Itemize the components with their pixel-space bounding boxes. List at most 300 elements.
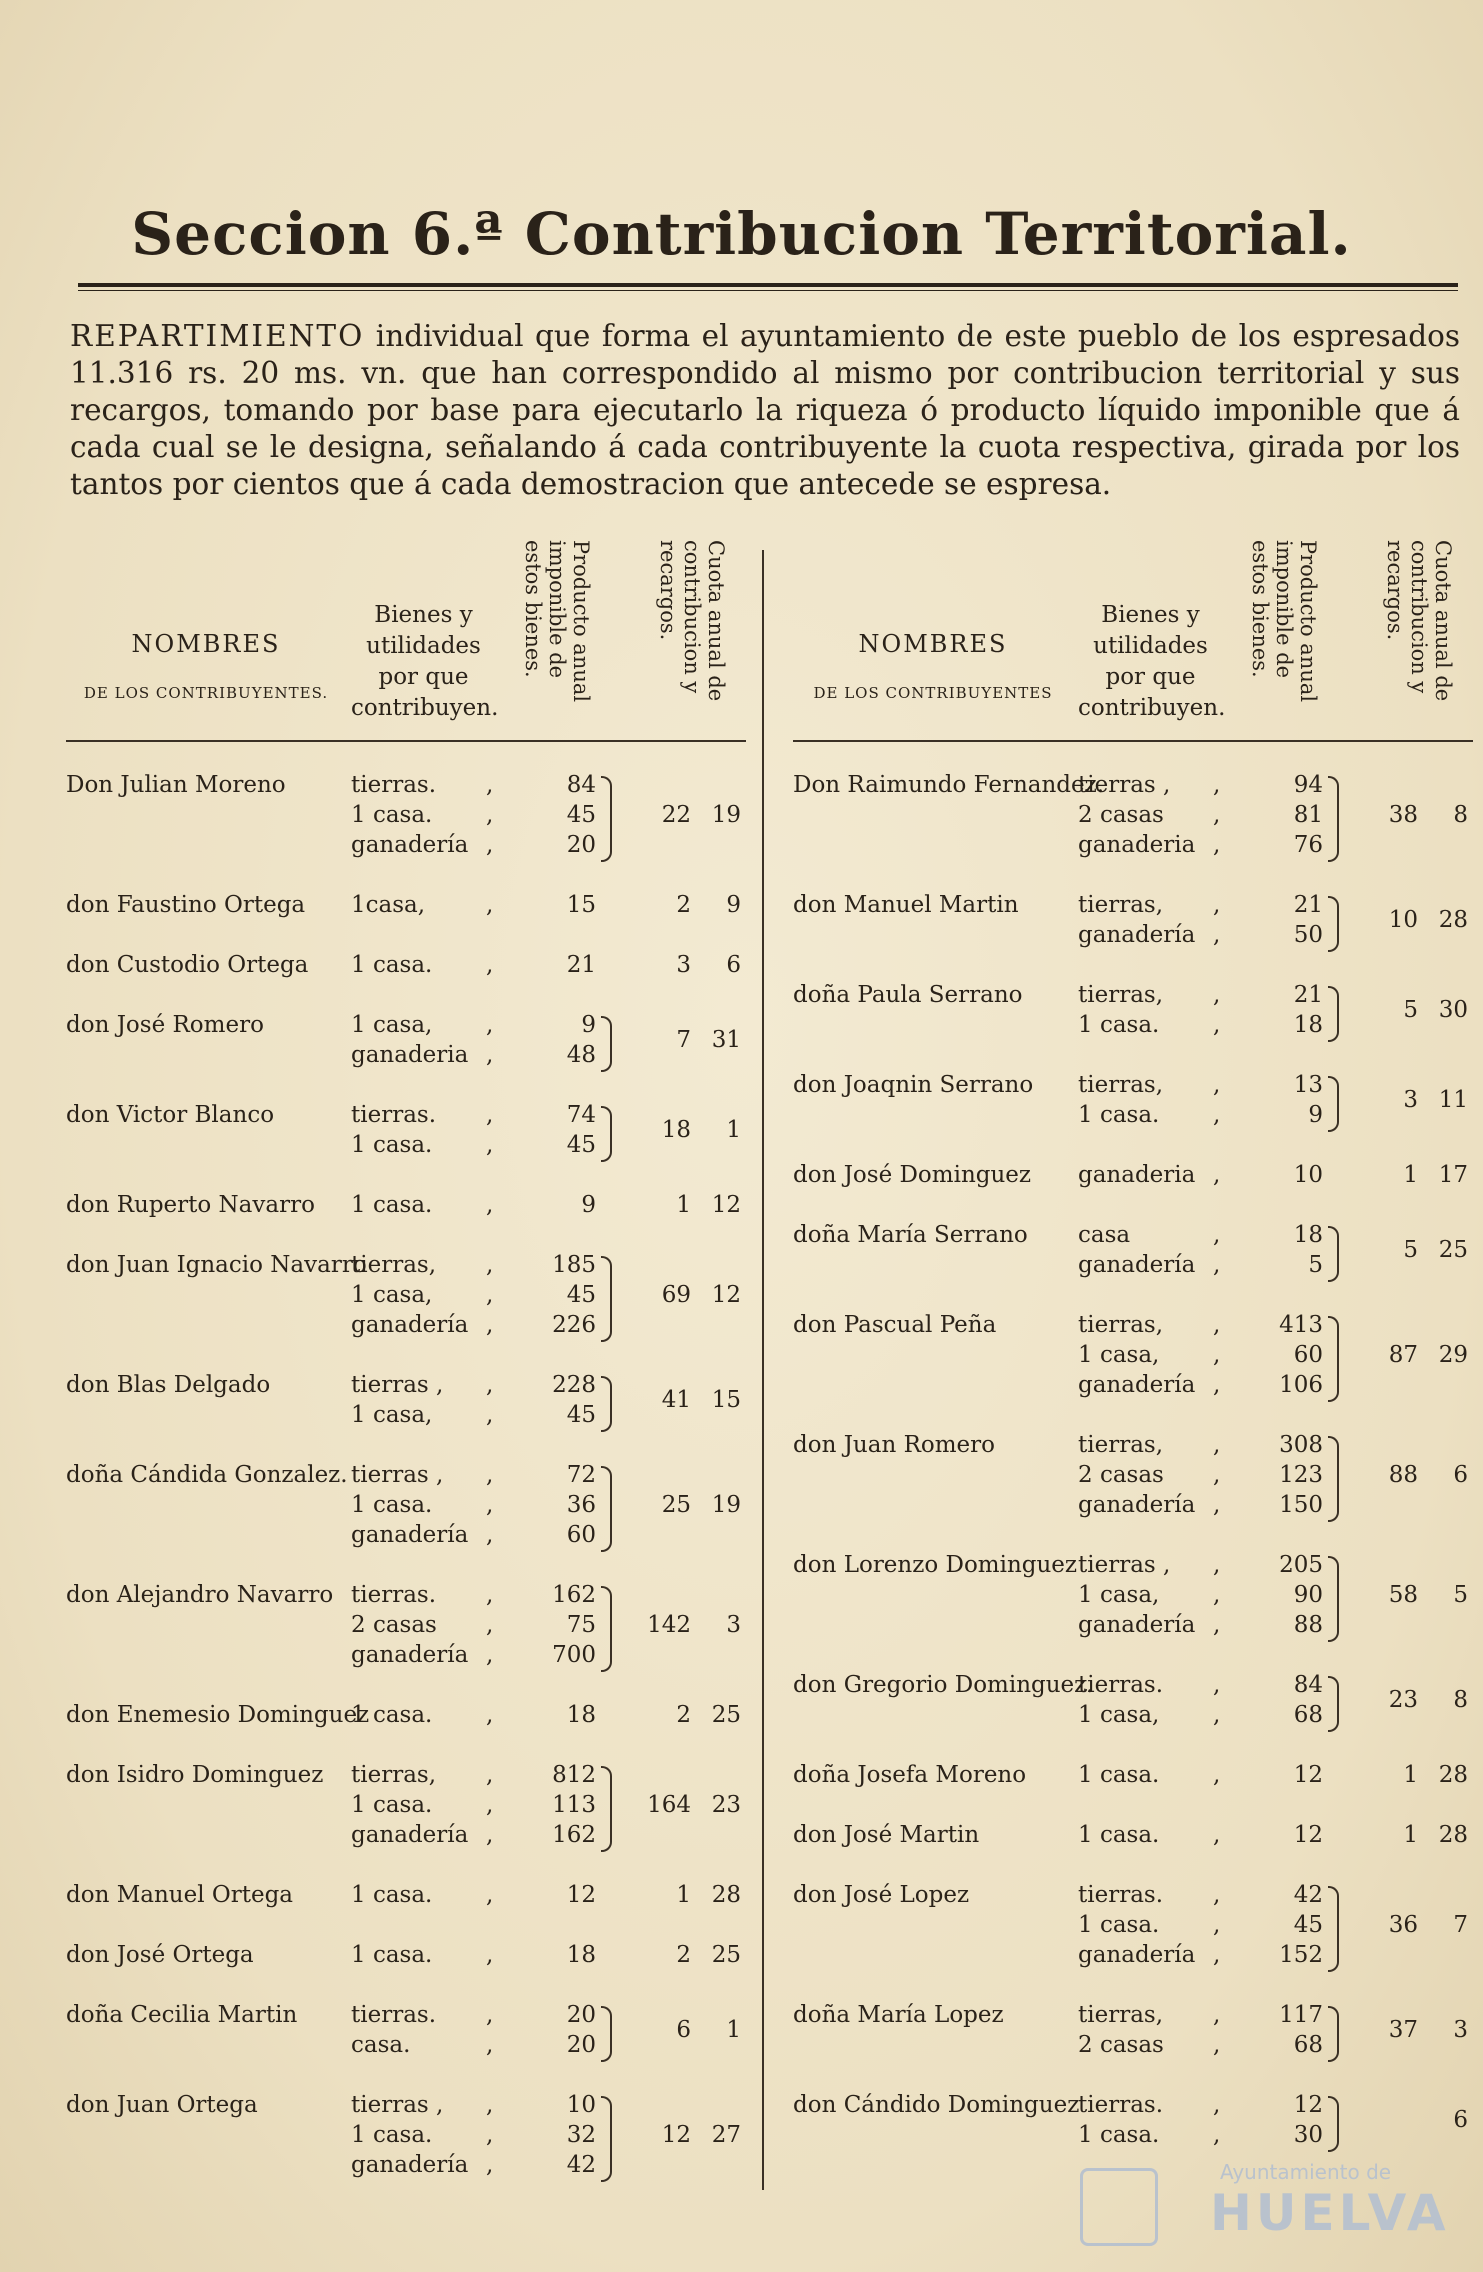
contributor-name: don José Ortega xyxy=(66,1942,254,1968)
producto-value: 68 xyxy=(1293,2032,1323,2058)
asset-label: tierras. xyxy=(351,1102,437,1128)
leader-dot: , xyxy=(1213,2122,1221,2148)
producto-value: 185 xyxy=(552,1252,596,1278)
brace-mark xyxy=(601,2096,612,2182)
asset-label: tierras, xyxy=(1078,982,1164,1008)
brace-mark xyxy=(1328,986,1339,1042)
producto-value: 9 xyxy=(1308,1102,1323,1128)
table-row xyxy=(66,1372,746,1432)
brace-mark xyxy=(601,1106,612,1162)
cuota-value: 142 xyxy=(647,1612,691,1638)
asset-label: ganadería xyxy=(1078,1942,1196,1968)
contributor-name: don Faustino Ortega xyxy=(66,892,306,918)
asset-label: tierras , xyxy=(1078,772,1171,798)
asset-label: 1 casa. xyxy=(1078,1912,1160,1938)
asset-label: tierras, xyxy=(1078,1072,1164,1098)
table-row xyxy=(793,1162,1473,1192)
table-row xyxy=(793,1672,1473,1732)
cuota-value: 1 xyxy=(1403,1162,1418,1188)
contributor-name: don Blas Delgado xyxy=(66,1372,271,1398)
brace-mark xyxy=(1328,1226,1339,1282)
producto-value: 42 xyxy=(1293,1882,1323,1908)
leader-dot: , xyxy=(486,1882,494,1908)
table-row xyxy=(793,982,1473,1042)
intro-text: individual que forma el ayuntamiento de este pueblo de los espresados 11.316 rs. 20 ms. vn. que han correspondido al mismo por contribucion territorial y sus recargos, tomando por base para ejecutarlo la riqueza ó producto líquido imponible que á cada cual se le designa, señalando á cada contribuyente la cuota respectiva, girada por los tantos por cientos que á cada demostracion que antecede se espresa. xyxy=(70,319,1460,501)
brace-mark xyxy=(1328,2096,1339,2152)
leader-dot: , xyxy=(1213,1702,1221,1728)
leader-dot: , xyxy=(1213,1582,1221,1608)
cuota-cents: 19 xyxy=(711,1492,741,1518)
cuota-value: 164 xyxy=(647,1792,691,1818)
leader-dot: , xyxy=(1213,1072,1221,1098)
leader-dot: , xyxy=(486,1462,494,1488)
asset-label: 1 casa, xyxy=(1078,1702,1160,1728)
table-row xyxy=(793,772,1473,862)
contributor-name: don Custodio Ortega xyxy=(66,952,309,978)
leader-dot: , xyxy=(1213,1102,1221,1128)
right-column xyxy=(793,530,1473,2182)
leader-dot: , xyxy=(1213,1162,1221,1188)
cuota-cents: 1 xyxy=(726,1117,741,1143)
table-row xyxy=(793,1762,1473,1792)
cuota-value: 5 xyxy=(1403,1237,1418,1263)
cuota-cents: 28 xyxy=(711,1882,741,1908)
table-row xyxy=(793,1222,1473,1282)
asset-label: tierras. xyxy=(1078,1672,1164,1698)
leader-dot: , xyxy=(486,2092,494,2118)
stamp-line2: HUELVA xyxy=(1210,2184,1450,2242)
leader-dot: , xyxy=(486,2032,494,2058)
producto-value: 123 xyxy=(1279,1462,1323,1488)
producto-heading: Producto anual imponible de estos bienes. xyxy=(521,540,593,703)
leader-dot: , xyxy=(1213,1762,1221,1788)
producto-value: 21 xyxy=(1293,892,1323,918)
cuota-value: 2 xyxy=(676,1702,691,1728)
asset-label: 1 casa, xyxy=(351,1012,433,1038)
leader-dot: , xyxy=(1213,892,1221,918)
leader-dot: , xyxy=(1213,982,1221,1008)
table-row xyxy=(66,1102,746,1162)
cuota-value: 12 xyxy=(661,2122,691,2148)
leader-dot: , xyxy=(486,1252,494,1278)
brace-mark xyxy=(1328,1556,1339,1642)
leader-dot: , xyxy=(486,1522,494,1548)
cuota-heading: Cuota anual de contribucion y recargos. xyxy=(656,540,728,702)
asset-label: ganadería xyxy=(351,2152,469,2178)
asset-label: 1 casa. xyxy=(351,1132,433,1158)
producto-value: 94 xyxy=(1293,772,1323,798)
brace-mark xyxy=(601,1016,612,1072)
cuota-cents: 7 xyxy=(1453,1912,1468,1938)
contributor-name: don Juan Romero xyxy=(793,1432,995,1458)
contributor-name: doña María Lopez xyxy=(793,2002,1004,2028)
leader-dot: , xyxy=(486,1282,494,1308)
nombres-heading: NOMBRES xyxy=(858,630,1008,658)
asset-label: ganadería xyxy=(1078,1372,1196,1398)
leader-dot: , xyxy=(486,1402,494,1428)
seal-icon xyxy=(1080,2168,1158,2246)
column-divider xyxy=(762,550,764,2190)
producto-value: 45 xyxy=(566,1132,596,1158)
cuota-value: 69 xyxy=(661,1282,691,1308)
asset-label: tierras, xyxy=(351,1252,437,1278)
leader-dot: , xyxy=(1213,922,1221,948)
leader-dot: , xyxy=(1213,1492,1221,1518)
leader-dot: , xyxy=(486,772,494,798)
cuota-cents: 6 xyxy=(1453,1462,1468,1488)
table-row xyxy=(66,1012,746,1072)
leader-dot: , xyxy=(486,2002,494,2028)
producto-value: 700 xyxy=(552,1642,596,1668)
leader-dot: , xyxy=(1213,1462,1221,1488)
contributor-name: don Alejandro Navarro xyxy=(66,1582,334,1608)
table-row xyxy=(793,2002,1473,2062)
cuota-cents: 6 xyxy=(1453,2107,1468,2133)
asset-label: 1 casa, xyxy=(1078,1342,1160,1368)
producto-value: 90 xyxy=(1293,1582,1323,1608)
leader-dot: , xyxy=(1213,1432,1221,1458)
producto-value: 13 xyxy=(1293,1072,1323,1098)
asset-label: tierras, xyxy=(1078,892,1164,918)
producto-value: 18 xyxy=(566,1702,596,1728)
asset-label: 1 casa. xyxy=(1078,1102,1160,1128)
producto-value: 228 xyxy=(552,1372,596,1398)
asset-label: 1 casa. xyxy=(351,1942,433,1968)
cuota-cents: 27 xyxy=(711,2122,741,2148)
nombres-heading: NOMBRES xyxy=(131,630,281,658)
leader-dot: , xyxy=(486,2152,494,2178)
producto-value: 12 xyxy=(1293,2092,1323,2118)
producto-value: 18 xyxy=(1293,1012,1323,1038)
contributor-name: don Enemesio Dominguez xyxy=(66,1702,370,1728)
leader-dot: , xyxy=(1213,1942,1221,1968)
asset-label: 2 casas xyxy=(1078,1462,1164,1488)
leader-dot: , xyxy=(486,1702,494,1728)
cuota-cents: 11 xyxy=(1438,1087,1468,1113)
leader-dot: , xyxy=(1213,1012,1221,1038)
contributor-name: don José Romero xyxy=(66,1012,264,1038)
producto-value: 60 xyxy=(566,1522,596,1548)
producto-value: 308 xyxy=(1279,1432,1323,1458)
asset-label: 2 casas xyxy=(1078,2032,1164,2058)
producto-value: 30 xyxy=(1293,2122,1323,2148)
cuota-cents: 28 xyxy=(1438,1822,1468,1848)
brace-mark xyxy=(601,1586,612,1672)
producto-value: 42 xyxy=(566,2152,596,2178)
asset-label: tierras. xyxy=(1078,1882,1164,1908)
intro-lead: REPARTIMIENTO xyxy=(70,319,365,353)
asset-label: 1 casa, xyxy=(351,1282,433,1308)
contributor-name: don José Martin xyxy=(793,1822,980,1848)
producto-value: 32 xyxy=(566,2122,596,2148)
leader-dot: , xyxy=(486,1192,494,1218)
leader-dot: , xyxy=(486,832,494,858)
asset-label: 1 casa, xyxy=(351,1402,433,1428)
leader-dot: , xyxy=(1213,1372,1221,1398)
table-row xyxy=(66,772,746,862)
contributor-name: doña María Serrano xyxy=(793,1222,1028,1248)
asset-label: ganaderia xyxy=(1078,832,1196,858)
table-row xyxy=(66,1942,746,1972)
leader-dot: , xyxy=(1213,2032,1221,2058)
producto-value: 72 xyxy=(566,1462,596,1488)
asset-label: tierras, xyxy=(1078,2002,1164,2028)
producto-value: 226 xyxy=(552,1312,596,1338)
cuota-cents: 15 xyxy=(711,1387,741,1413)
brace-mark xyxy=(601,1466,612,1552)
contributor-name: don Lorenzo Dominguez xyxy=(793,1552,1078,1578)
leader-dot: , xyxy=(486,1642,494,1668)
leader-dot: , xyxy=(486,1492,494,1518)
leader-dot: , xyxy=(486,1042,494,1068)
producto-value: 21 xyxy=(1293,982,1323,1008)
leader-dot: , xyxy=(1213,802,1221,828)
table-row xyxy=(793,892,1473,952)
table-row xyxy=(793,1822,1473,1852)
leader-dot: , xyxy=(486,1792,494,1818)
contributor-name: doña Paula Serrano xyxy=(793,982,1023,1008)
asset-label: tierras. xyxy=(351,772,437,798)
table-row xyxy=(66,1462,746,1552)
asset-label: 1 casa. xyxy=(351,1792,433,1818)
cuota-value: 87 xyxy=(1388,1342,1418,1368)
producto-value: 74 xyxy=(566,1102,596,1128)
brace-mark xyxy=(1328,1316,1339,1402)
contributor-name: don Cándido Dominguez xyxy=(793,2092,1080,2118)
producto-value: 5 xyxy=(1308,1252,1323,1278)
contributor-name: don Manuel Ortega xyxy=(66,1882,294,1908)
contributor-name: don Ruperto Navarro xyxy=(66,1192,315,1218)
asset-label: tierras, xyxy=(351,1762,437,1788)
asset-label: 1 casa. xyxy=(351,1192,433,1218)
contributor-name: don José Lopez xyxy=(793,1882,970,1908)
leader-dot: , xyxy=(1213,1882,1221,1908)
asset-label: 1 casa. xyxy=(1078,1822,1160,1848)
leader-dot: , xyxy=(486,1582,494,1608)
brace-mark xyxy=(1328,1436,1339,1522)
asset-label: 2 casas xyxy=(1078,802,1164,828)
cuota-value: 2 xyxy=(676,892,691,918)
leader-dot: , xyxy=(486,1372,494,1398)
cuota-cents: 8 xyxy=(1453,802,1468,828)
producto-heading: Producto anual imponible de estos bienes. xyxy=(1248,540,1320,703)
asset-label: casa xyxy=(1078,1222,1131,1248)
contributor-name: Don Julian Moreno xyxy=(66,772,286,798)
bienes-heading: Bienes y utilidades por que contribuyen. xyxy=(1078,602,1226,721)
brace-mark xyxy=(601,1256,612,1342)
contributor-name: don Isidro Dominguez xyxy=(66,1762,324,1788)
cuota-value: 3 xyxy=(676,952,691,978)
right-rows xyxy=(793,742,1473,2182)
cuota-value: 7 xyxy=(676,1027,691,1053)
cuota-value: 6 xyxy=(676,2017,691,2043)
leader-dot: , xyxy=(486,1762,494,1788)
cuota-value: 3 xyxy=(1403,1087,1418,1113)
producto-value: 9 xyxy=(581,1012,596,1038)
title-rule-thin xyxy=(78,290,1458,291)
cuota-cents: 29 xyxy=(1438,1342,1468,1368)
leader-dot: , xyxy=(486,892,494,918)
brace-mark xyxy=(1328,776,1339,862)
producto-value: 12 xyxy=(1293,1762,1323,1788)
cuota-cents: 3 xyxy=(1453,2017,1468,2043)
contribuyentes-heading: DE LOS CONTRIBUYENTES. xyxy=(83,684,329,702)
table-row xyxy=(66,1882,746,1912)
table-row xyxy=(793,2092,1473,2152)
producto-value: 84 xyxy=(1293,1672,1323,1698)
cuota-cents: 1 xyxy=(726,2017,741,2043)
asset-label: ganadería xyxy=(351,1642,469,1668)
asset-label: tierras, xyxy=(1078,1432,1164,1458)
asset-label: ganadería xyxy=(351,1522,469,1548)
cuota-cents: 28 xyxy=(1438,907,1468,933)
producto-value: 45 xyxy=(566,802,596,828)
brace-mark xyxy=(1328,1676,1339,1732)
leader-dot: , xyxy=(486,1822,494,1848)
asset-label: ganadería xyxy=(1078,1492,1196,1518)
contributor-name: doña Cecilia Martin xyxy=(66,2002,298,2028)
cuota-value: 18 xyxy=(661,1117,691,1143)
cuota-cents: 6 xyxy=(726,952,741,978)
table-row xyxy=(793,1432,1473,1522)
cuota-heading: Cuota anual de contribucion y recargos. xyxy=(1383,540,1455,702)
brace-mark xyxy=(1328,1076,1339,1132)
brace-mark xyxy=(601,2006,612,2062)
leader-dot: , xyxy=(486,1312,494,1338)
cuota-cents: 28 xyxy=(1438,1762,1468,1788)
cuota-value: 58 xyxy=(1388,1582,1418,1608)
table-row xyxy=(66,952,746,982)
asset-label: ganadería xyxy=(1078,1252,1196,1278)
producto-value: 12 xyxy=(566,1882,596,1908)
cuota-cents: 23 xyxy=(711,1792,741,1818)
brace-mark xyxy=(601,776,612,862)
producto-value: 48 xyxy=(566,1042,596,1068)
leader-dot: , xyxy=(486,2122,494,2148)
asset-label: tierras. xyxy=(351,2002,437,2028)
producto-value: 36 xyxy=(566,1492,596,1518)
producto-value: 9 xyxy=(581,1192,596,1218)
contributor-name: don José Dominguez xyxy=(793,1162,1032,1188)
cuota-value: 88 xyxy=(1388,1462,1418,1488)
producto-value: 50 xyxy=(1293,922,1323,948)
cuota-value: 23 xyxy=(1388,1687,1418,1713)
leader-dot: , xyxy=(1213,1252,1221,1278)
asset-label: 1 casa. xyxy=(351,1702,433,1728)
leader-dot: , xyxy=(486,1012,494,1038)
asset-label: 2 casas xyxy=(351,1612,437,1638)
brace-mark xyxy=(1328,896,1339,952)
table-row xyxy=(66,2002,746,2062)
producto-value: 18 xyxy=(1293,1222,1323,1248)
table-row xyxy=(66,1702,746,1732)
right-header xyxy=(793,530,1473,742)
asset-label: tierras , xyxy=(351,1372,444,1398)
asset-label: ganaderia xyxy=(1078,1162,1196,1188)
cuota-value: 25 xyxy=(661,1492,691,1518)
asset-label: casa. xyxy=(351,2032,411,2058)
asset-label: 1casa, xyxy=(351,892,426,918)
contribuyentes-heading: DE LOS CONTRIBUYENTES xyxy=(813,684,1053,702)
producto-value: 812 xyxy=(552,1762,596,1788)
asset-label: ganadería xyxy=(1078,1612,1196,1638)
contributor-name: don Juan Ortega xyxy=(66,2092,258,2118)
cuota-value: 2 xyxy=(676,1942,691,1968)
cuota-cents: 12 xyxy=(711,1192,741,1218)
producto-value: 162 xyxy=(552,1582,596,1608)
cuota-value: 41 xyxy=(661,1387,691,1413)
producto-value: 88 xyxy=(1293,1612,1323,1638)
table-row xyxy=(66,2092,746,2182)
table-row xyxy=(793,1312,1473,1402)
producto-value: 20 xyxy=(566,2002,596,2028)
asset-label: 1 casa. xyxy=(351,2122,433,2148)
brace-mark xyxy=(1328,1886,1339,1972)
leader-dot: , xyxy=(486,1102,494,1128)
bienes-heading: Bienes y utilidades por que contribuyen. xyxy=(351,602,499,721)
producto-value: 21 xyxy=(566,952,596,978)
producto-value: 10 xyxy=(1293,1162,1323,1188)
cuota-cents: 25 xyxy=(711,1702,741,1728)
asset-label: tierras , xyxy=(1078,1552,1171,1578)
leader-dot: , xyxy=(486,1132,494,1158)
brace-mark xyxy=(601,1376,612,1432)
brace-mark xyxy=(601,1766,612,1852)
producto-value: 75 xyxy=(566,1612,596,1638)
title-rule xyxy=(78,283,1458,287)
leader-dot: , xyxy=(1213,2092,1221,2118)
table-row xyxy=(793,1552,1473,1642)
leader-dot: , xyxy=(1213,1672,1221,1698)
leader-dot: , xyxy=(486,1942,494,1968)
left-header xyxy=(66,530,746,742)
cuota-cents: 12 xyxy=(711,1282,741,1308)
leader-dot: , xyxy=(486,952,494,978)
page-title: Seccion 6.ª Contribucion Territorial. xyxy=(131,200,1352,268)
table-row xyxy=(66,1582,746,1672)
cuota-cents: 5 xyxy=(1453,1582,1468,1608)
producto-value: 84 xyxy=(566,772,596,798)
asset-label: 1 casa. xyxy=(1078,2122,1160,2148)
cuota-cents: 9 xyxy=(726,892,741,918)
table-row xyxy=(66,1192,746,1222)
cuota-value: 10 xyxy=(1388,907,1418,933)
table-row xyxy=(793,1072,1473,1132)
asset-label: ganadería xyxy=(351,1822,469,1848)
asset-label: tierras. xyxy=(351,1582,437,1608)
cuota-cents: 3 xyxy=(726,1612,741,1638)
contributor-name: doña Josefa Moreno xyxy=(793,1762,1027,1788)
leader-dot: , xyxy=(1213,1222,1221,1248)
table-row xyxy=(793,1882,1473,1972)
cuota-value: 36 xyxy=(1388,1912,1418,1938)
producto-value: 113 xyxy=(552,1792,596,1818)
producto-value: 20 xyxy=(566,2032,596,2058)
leader-dot: , xyxy=(1213,1912,1221,1938)
table-row xyxy=(66,1252,746,1342)
producto-value: 81 xyxy=(1293,802,1323,828)
cuota-value: 1 xyxy=(1403,1762,1418,1788)
contributor-name: don Joaqnin Serrano xyxy=(793,1072,1034,1098)
asset-label: ganadería xyxy=(1078,922,1196,948)
asset-label: tierras, xyxy=(1078,1312,1164,1338)
cuota-value: 38 xyxy=(1388,802,1418,828)
asset-label: tierras , xyxy=(351,2092,444,2118)
cuota-value: 22 xyxy=(661,802,691,828)
contributor-name: doña Cándida Gonzalez. xyxy=(66,1462,348,1488)
cuota-value: 1 xyxy=(1403,1822,1418,1848)
table-row xyxy=(66,1762,746,1852)
